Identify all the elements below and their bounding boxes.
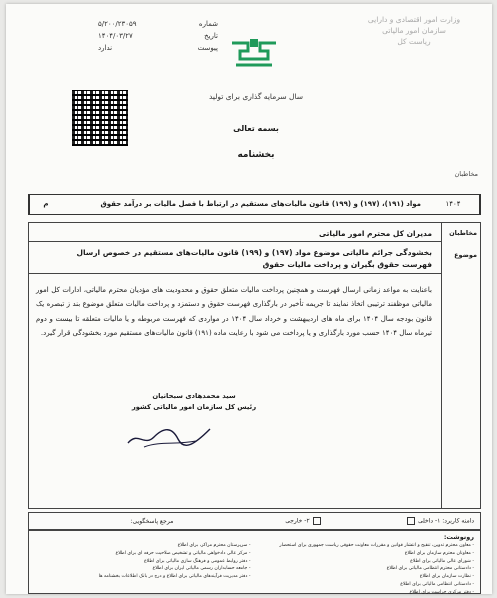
letterhead-line-1: وزارت امور اقتصادی و دارایی	[367, 15, 461, 24]
copy-recipient: - جامعه حسابداران رسمی مالیاتی ایران برای اطلاع	[152, 566, 251, 572]
signature-block	[129, 391, 259, 413]
letterhead-line-2: سازمان امور مالیاتی	[382, 26, 446, 35]
letter-metadata	[98, 18, 218, 54]
distribution-external: ۲- خارجی	[179, 517, 329, 525]
recipients-header-label: مخاطبان	[454, 170, 478, 178]
copies-column-2	[35, 542, 251, 594]
checkbox-icon	[407, 517, 415, 525]
label-subject: موضوع	[454, 251, 477, 259]
circular-body-box	[28, 222, 481, 509]
document-page	[6, 4, 492, 594]
signer-title: رئیس کل سازمان امور مالیاتی کشور	[131, 403, 257, 411]
document-type-title: بخشنامه	[237, 150, 275, 160]
copies-title: رونوشت:	[443, 533, 474, 541]
circular-subject: بخشودگی جرائم مالیاتی موضوع مواد (۱۹۷) و (۱۹۹) قانون مالیات‌های مستقیم در خصوص ارسال فهرست حقوق بگیران و پرداخت مالیات حقوق	[76, 248, 432, 269]
number-label: شماره	[198, 20, 218, 28]
copy-recipient: - دادستانی محترم انتظامی مالیاتی برای اطلاع	[386, 566, 474, 572]
year-slogan: سال سرمایه گذاری برای تولید	[208, 92, 304, 101]
reply-reference: مرجع پاسخگویی:	[130, 517, 174, 525]
circular-body-text: باعنایت به مواعد زمانی ارسال فهرست و همچنین پرداخت مالیات متعلق حقوق و محدودیت های مؤدیان محترم مالیاتی، ادارات کل امور مالیاتی موظفند ترتیبی اتخاذ نمایند تا جریمه تأخیر در بارگذاری فهرست حقوق و دستمزد و پرداخت مالیات متعلق موضوع بند ز تبصره یک قانون بودجه سال ۱۴۰۴ برای ماه های اردیبهشت و خرداد سال ۱۴۰۴ در مواردی که فهرست مربوطه و یا مالیات متعلقه تا بیست و دوم تیرماه سال ۱۴۰۴ حسب مورد بارگذاری و یا پرداخت می شود با رعایت ماده (۱۹۱) قانون مالیات‌های مستقیم مورد بخشودگی قرار گیرد.	[36, 286, 432, 337]
divider	[29, 273, 442, 274]
copy-recipient: - دفتر مدیریت فرآیندهای مالیاتی برای اطلاع و درج در بانک اطلاعات بخشنامه ها	[98, 574, 251, 580]
signer-name: سید محمدهادی سبحانیان	[152, 392, 236, 400]
copy-recipient: - دفتر مرکزی حراست برای اطلاع	[409, 589, 474, 594]
copy-recipient: - دفتر روابط عمومی و فرهنگ سازی مالیاتی برای اطلاع	[143, 558, 251, 564]
attachment-label: پیوست	[197, 44, 218, 52]
copies-column-1	[259, 542, 475, 594]
subject-row-code: م	[29, 195, 62, 214]
subject-row	[28, 194, 481, 215]
attachment-value: ندارد	[98, 44, 113, 52]
copies-box	[28, 530, 481, 594]
subject-year: ۱۴۰۴	[427, 195, 480, 214]
addressee: مدیران کل محترم امور مالیاتی	[319, 229, 432, 238]
handwritten-signature-icon	[124, 421, 214, 451]
distribution-internal: دامنه کاربرد: ۱- داخلی	[330, 517, 480, 525]
copy-recipient: - دادستانی انتظامی مالیاتی برای اطلاع	[400, 581, 474, 587]
checkbox-icon	[313, 517, 321, 525]
subject-row-text: مواد (۱۹۱)، (۱۹۷) و (۱۹۹) قانون مالیات‌های مستقیم در ارتباط با فصل مالیات بر درآمد حقوق	[100, 200, 421, 208]
distribution-row	[28, 512, 481, 530]
letterhead-line-3: ریاست کل	[397, 37, 431, 46]
copy-recipient: - سرپرستان محترم مراکز، برای اطلاع	[177, 543, 251, 548]
date-label: تاریخ	[204, 32, 218, 40]
qr-code-icon	[72, 90, 128, 146]
bismillah-heading: بسمه تعالی	[233, 124, 279, 133]
copy-recipient: - شورای عالی مالیاتی برای اطلاع	[410, 558, 474, 564]
label-recipients: مخاطبان	[449, 229, 477, 237]
copy-recipient: - مرکز عالی دادخواهی مالیاتی و تشخیص صلاحیت حرفه ای برای اطلاع	[115, 550, 251, 556]
letterhead-ministry	[354, 14, 474, 47]
label-column	[441, 223, 480, 508]
copy-recipient: - معاونان محترم سازمان برای اطلاع	[404, 550, 474, 556]
copy-recipient: - معاون محترم تدوین، تنقیح و انتشار قوانین و مقررات معاونت حقوقی ریاست جمهوری برای استحضار	[279, 543, 474, 548]
date-value: ۱۴۰۴/۰۳/۲۷	[98, 32, 133, 40]
divider	[29, 241, 442, 242]
number-value: ۵/۲۰۰/۲۳۰۵۹	[98, 20, 137, 28]
tax-organization-logo-icon	[228, 37, 280, 71]
copy-recipient: - نظارت سازمان برای اطلاع	[419, 574, 474, 580]
